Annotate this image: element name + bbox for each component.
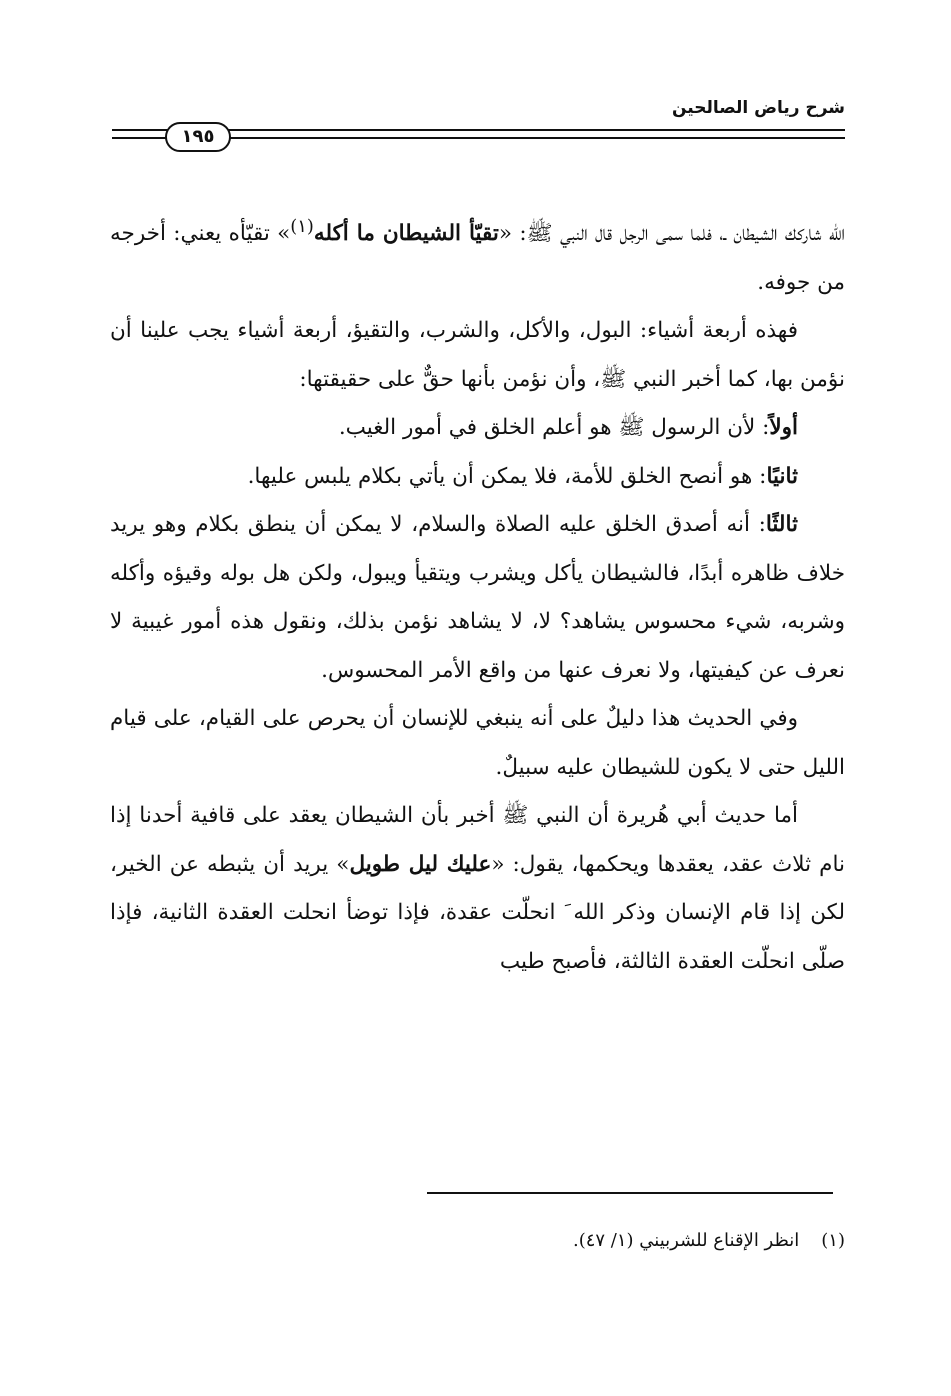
paragraph-1: الله شاركك الشيطان ـ، فلما سمى الرجل قال النبي ﷺ: «تقيّأ الشيطان ما أكله$^{(١)}$» تقيّأه يعني: أخرجه من جوفه.	[110, 216, 845, 295]
hadith-quote: عليك ليل طويل	[349, 851, 492, 877]
header-rule-left-top	[112, 129, 168, 131]
footnote-separator	[427, 1192, 833, 1194]
running-header-title: شرح رياض الصالحين	[671, 98, 845, 118]
paragraph-3: أولاً: لأن الرسول ﷺ هو أعلم الخلق في أمور الغيب.	[338, 415, 798, 441]
paragraph-5: ثالثًا: أنه أصدق الخلق عليه الصلاة والسلام، لا يمكن أن ينطق بكلام وهو يريد خلاف ظاهره أبدًا، فالشيطان يأكل ويشرب ويتقيأ ويبول، ولكن هل بوله وقيؤه وأكله وشربه، شيء محسوس يشاهد؟ لا، لا يشاهد نؤمن بذلك، ونقول هذه أمور غيبية لا نعرف عن كيفيتها، ولا نعرف عنها من واقع الأمر المحسوس.	[110, 512, 845, 683]
main-text	[110, 203, 845, 986]
paragraph-6: وفي الحديث هذا دليلٌ على أنه ينبغي للإنسان أن يحرص على القيام، على قيام الليل حتى لا يكون للشيطان عليه سبيلٌ.	[110, 706, 845, 780]
header-rule-right-bottom	[228, 137, 845, 139]
paragraph-7: أما حديث أبي هُريرة أن النبي ﷺ أخبر بأن الشيطان يعقد على قافية أحدنا إذا نام ثلاث عقد، يعقدها ويحكمها، يقول: «عليك ليل طويل» يريد أن يثبطه عن الخير، لكن إذا قام الإنسان وذكر الله َ انحلّت عقدة، فإذا توضأ انحلت العقدة الثانية، فإذا صلّى انحلّت العقدة الثالثة، فأصبح طيب	[110, 803, 845, 974]
footnote	[573, 1230, 845, 1251]
point-label: ثانيًا	[766, 463, 798, 489]
point-label: أولاً	[769, 415, 798, 441]
footnote-number: (١)	[821, 1230, 845, 1251]
page-number-badge: ١٩٥	[165, 122, 231, 152]
header-rule-left-bottom	[112, 137, 168, 139]
point-label: ثالثًا	[765, 512, 798, 538]
hadith-quote: تقيّأ الشيطان ما أكله	[313, 221, 499, 247]
paragraph-4: ثانيًا: هو أنصح الخلق للأمة، فلا يمكن أن يأتي بكلام يلبس عليها.	[247, 463, 798, 489]
footnote-ref: (١)	[290, 216, 314, 237]
paragraph-2: فهذه أربعة أشياء: البول، والأكل، والشرب، والتقيؤ، أربعة أشياء يجب علينا أن نؤمن بها، كما أخبر النبي ﷺ، وأن نؤمن بأنها حقٌّ على حقيقتها:	[110, 318, 845, 392]
header-rule-right-top	[228, 129, 845, 131]
footnote-text: انظر الإقناع للشربيني (١/ ٤٧).	[572, 1230, 800, 1251]
